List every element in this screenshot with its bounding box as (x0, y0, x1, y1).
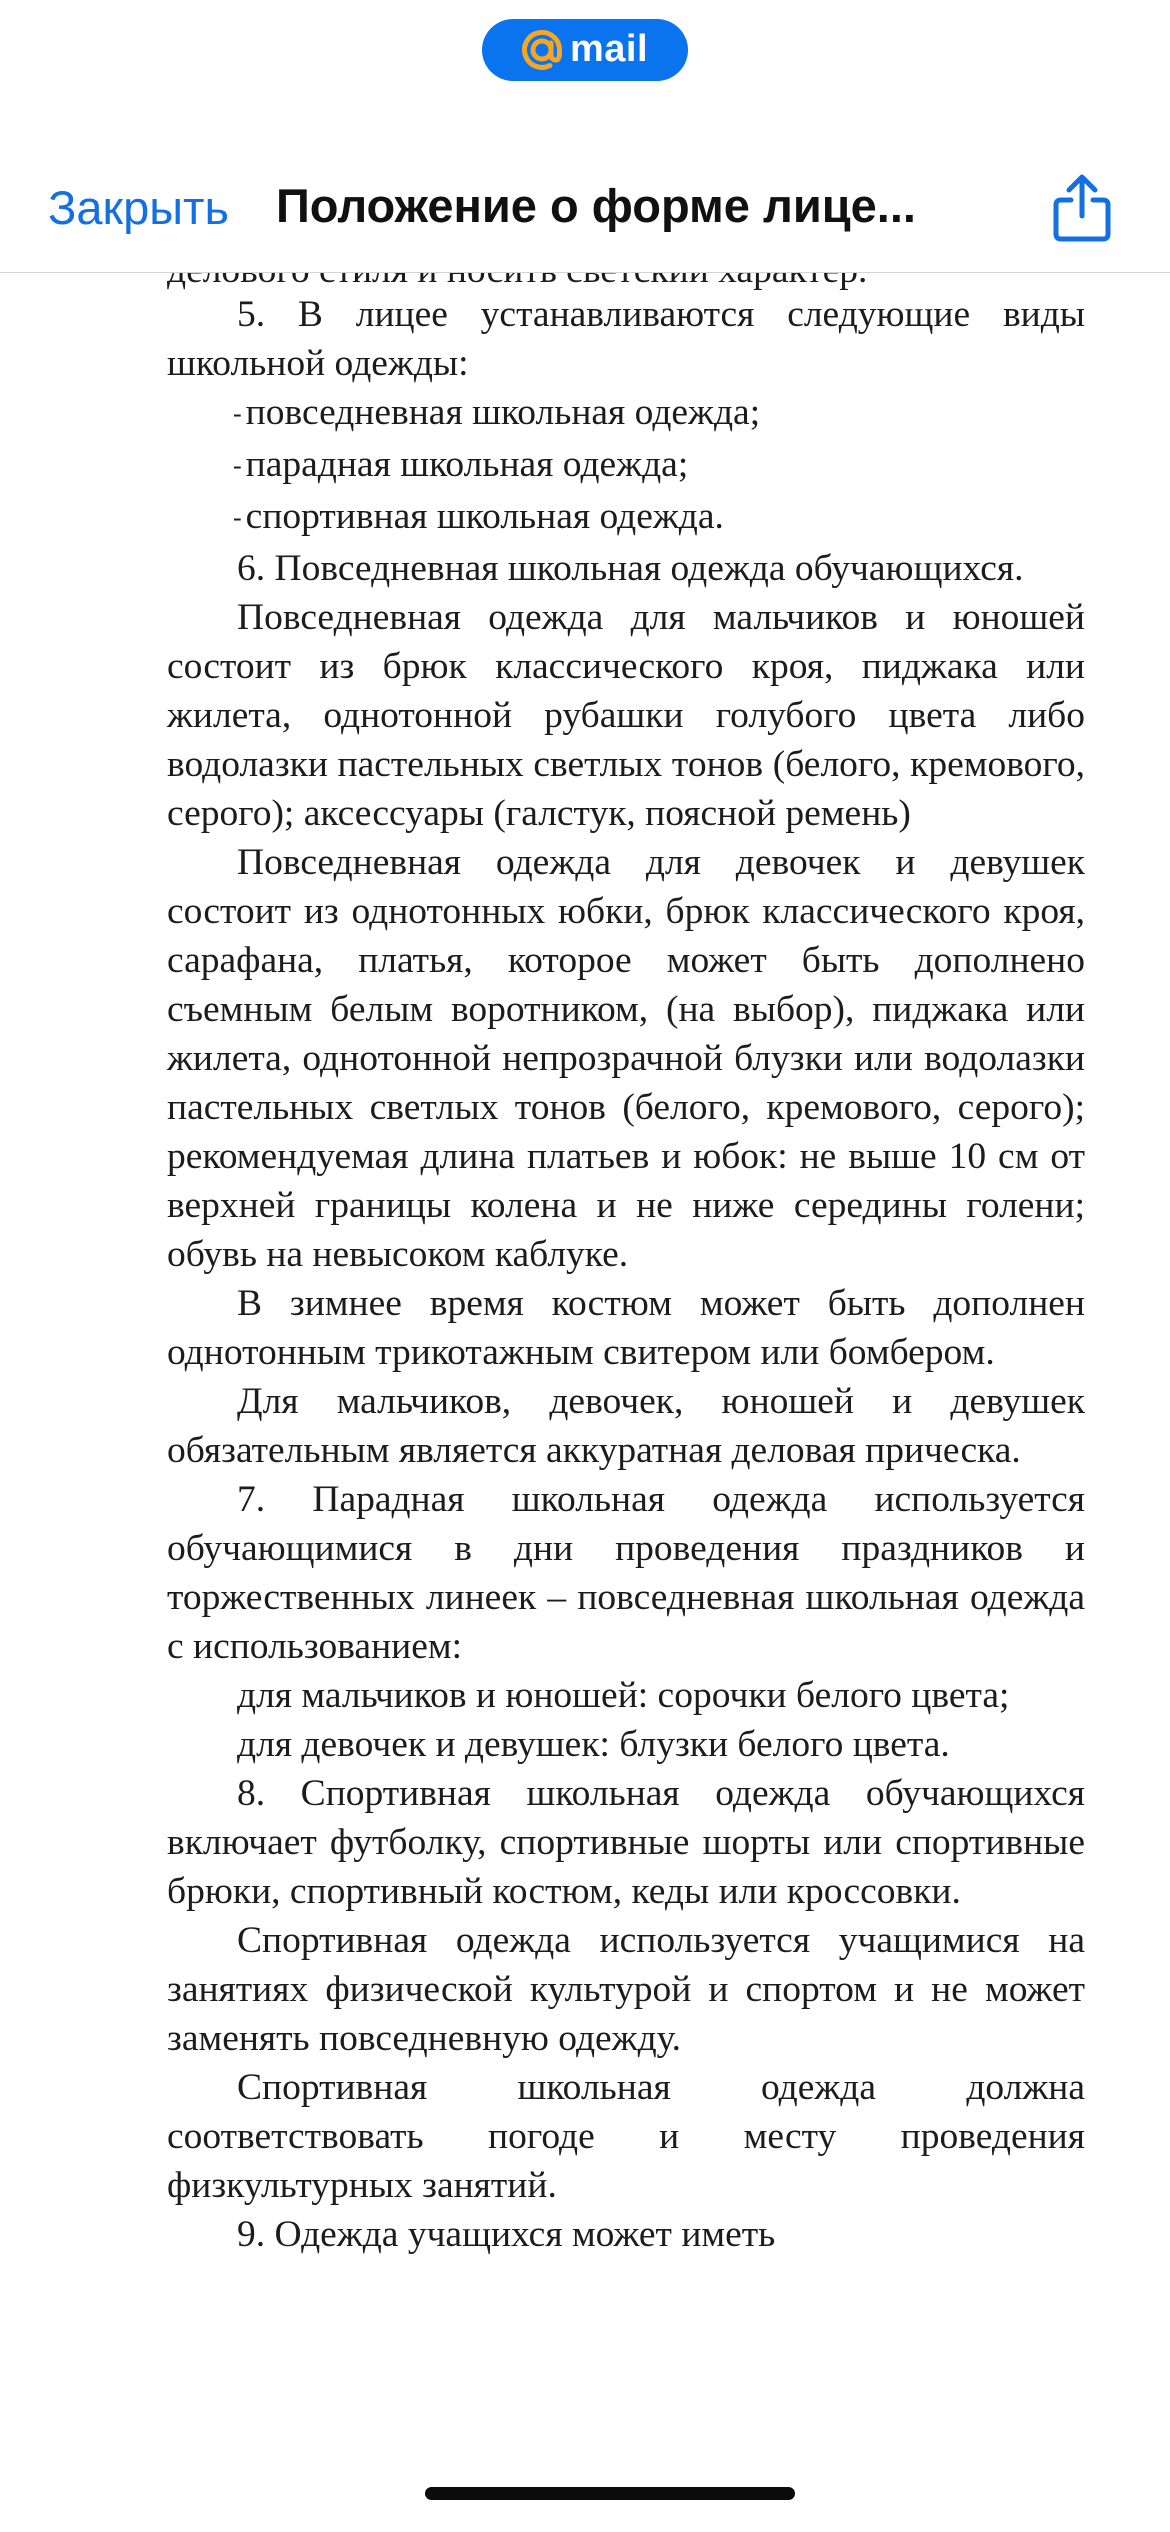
doc-paragraph: 9. Одежда учащихся может иметь (237, 2214, 776, 2255)
doc-list-item (167, 440, 1085, 492)
brand-label: mail (569, 28, 649, 70)
doc-list-item-text: спортивная школьная одежда. (245, 496, 724, 537)
doc-list-item (167, 492, 1085, 544)
list-dash: - (233, 503, 242, 532)
doc-paragraph: В зимнее время костюм может быть дополнен однотонным трикотажным свитером или бомбером. (167, 1283, 1085, 1373)
doc-paragraph: Спортивная одежда используется учащимися на занятиях физической культурой и спортом и не может заменять повседневную одежду. (167, 1920, 1085, 2059)
doc-list-item-text: повседневная школьная одежда; (245, 392, 761, 433)
doc-list-item-text: парадная школьная одежда; (245, 444, 689, 485)
page-title: Положение о форме лице... (276, 179, 916, 232)
share-icon (1050, 172, 1114, 244)
doc-paragraph: 5. В лицее устанавливаются следующие виды школьной одежды: (167, 294, 1085, 384)
doc-paragraph: 6. Повседневная школьная одежда обучающихся. (237, 548, 1024, 589)
doc-paragraph: 8. Спортивная школьная одежда обучающихся включает футболку, спортивные шорты или спортивные брюки, спортивный костюм, кеды или кроссовки. (167, 1773, 1085, 1912)
doc-paragraph: для девочек и девушек: блузки белого цвета. (237, 1724, 950, 1765)
list-dash: - (233, 399, 242, 428)
document-text (167, 290, 1085, 2259)
doc-paragraph: Повседневная одежда для мальчиков и юношей состоит из брюк классического кроя, пиджака или жилета, однотонной рубашки голубого цвета либо водолазки пастельных светлых тонов (белого, кремового, серого); аксессуары (галстук, поясной ремень) (167, 597, 1085, 834)
home-indicator[interactable] (425, 2487, 795, 2500)
doc-paragraph: Спортивная школьная одежда должна соответствовать погоде и месту проведения физкультурных занятий. (167, 2067, 1085, 2206)
doc-paragraph: 7. Парадная школьная одежда используется обучающимися в дни проведения праздников и торжественных линеек – повседневная школьная одежда с использованием: (167, 1479, 1085, 1667)
doc-list-item (167, 388, 1085, 440)
close-button[interactable]: Закрыть (48, 181, 230, 234)
doc-paragraph: Повседневная одежда для девочек и девушек состоит из однотонных юбки, брюк классического кроя, сарафана, платья, которое может быть дополнено съемным белым воротником, (на выбор), пиджака или жилета, однотонной непрозрачной блузки или водолазки пастельных светлых тонов (белого, кремового, серого); рекомендуемая длина платьев и юбок: не выше 10 см от верхней границы колена и не ниже середины голени; обувь на невысоком каблуке. (167, 842, 1085, 1275)
navigation-bar (0, 150, 1170, 273)
doc-paragraph: Для мальчиков, девочек, юношей и девушек обязательным является аккуратная деловая прическа. (167, 1381, 1085, 1471)
list-dash: - (233, 451, 242, 480)
share-button[interactable] (1050, 172, 1114, 244)
doc-paragraph: для мальчиков и юношей: сорочки белого цвета; (237, 1675, 1010, 1716)
